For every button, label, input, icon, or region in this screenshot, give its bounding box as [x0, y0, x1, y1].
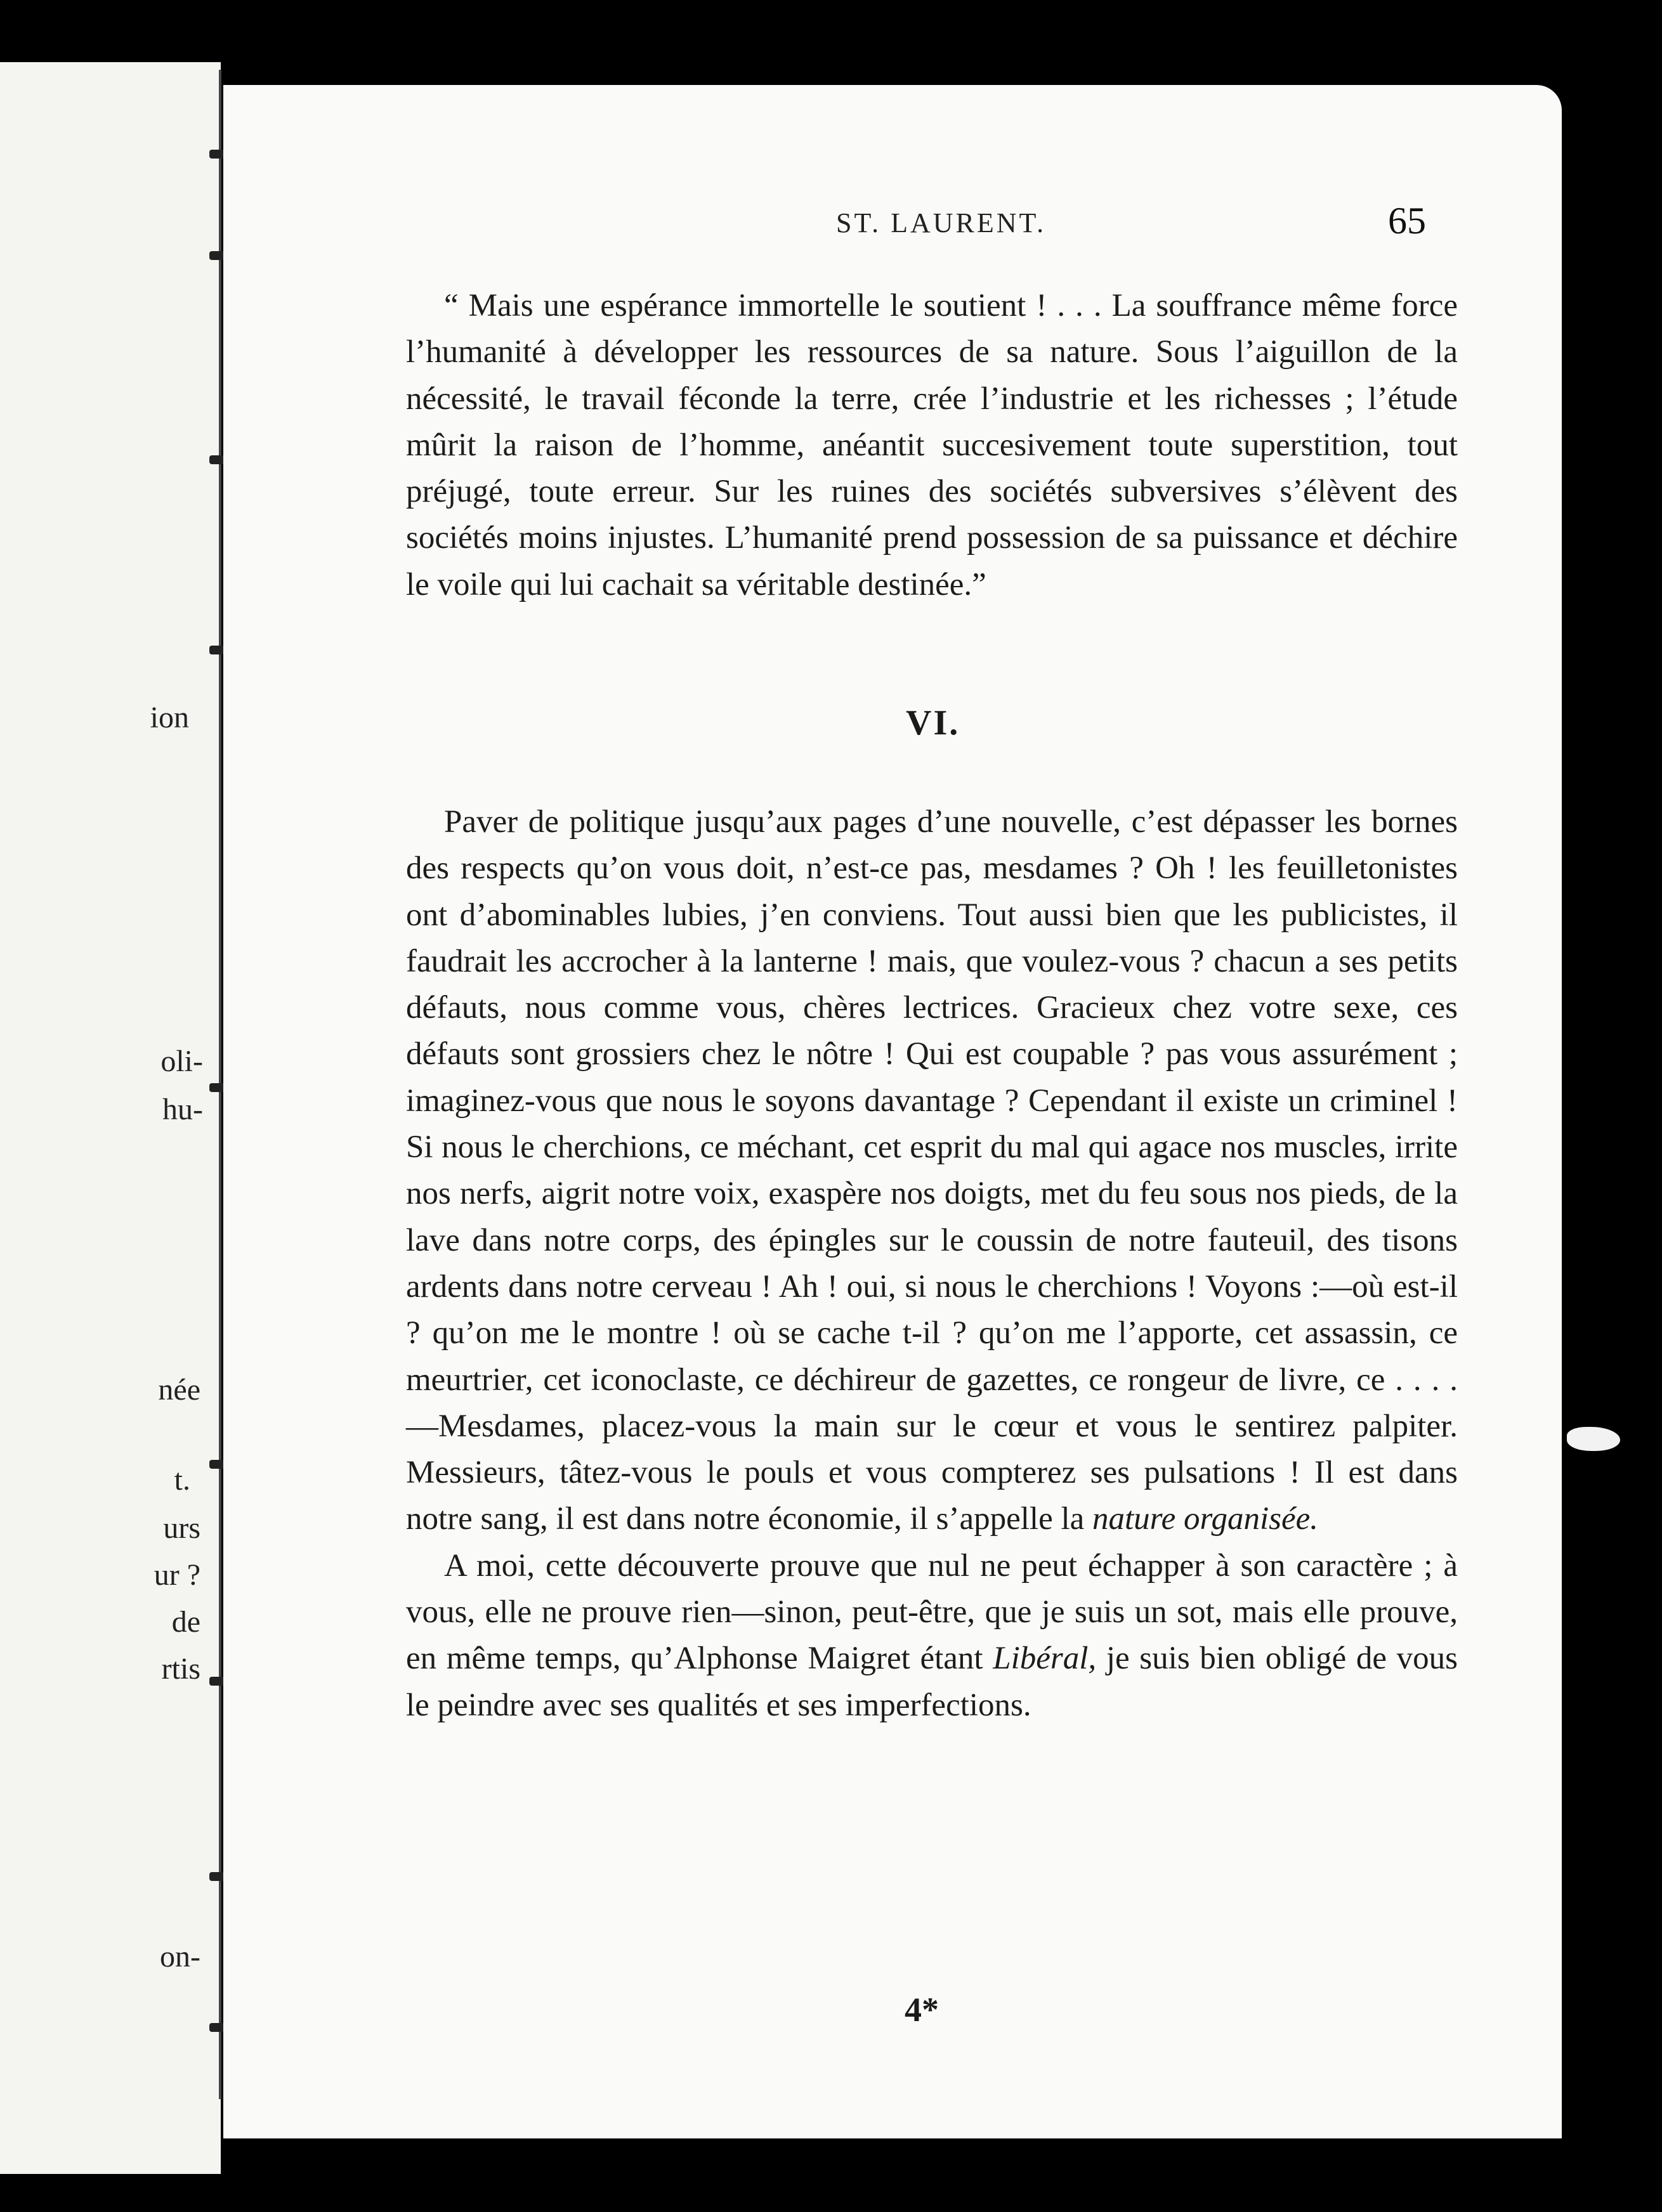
body-paragraph — [406, 1543, 1458, 1729]
left-fragment: hu- — [162, 1093, 203, 1126]
left-fragment: rtis — [161, 1652, 200, 1686]
left-fragment: on- — [160, 1940, 200, 1974]
paragraph-text: A moi, cette découverte prouve que nul ne peut échapper à son caractère ; à vous, elle ne prouve rien—sinon, peut-être, que je suis un sot, mais elle prouve, en même temps, qu’Alphonse Maigret étant — [406, 1547, 1458, 1677]
left-fragment: t. — [174, 1463, 190, 1497]
paragraph-text: Paver de politique jusqu’aux pages d’une nouvelle, c’est dépasser les bornes des respects qu’on vous doit, n’est-ce pas, mesdames ? Oh ! les feuilletonistes ont d’abominables lubies, j’en conviens. Tout aussi bien que les publicistes, il faudrait les accrocher à la lanterne ! mais, que voulez-vous ? chacun a ses petits défauts, nous comme vous, chères lectrices. Gracieux chez votre sexe, ces défauts sont grossiers chez le nôtre ! Qui est coupable ? pas vous assurément ; imaginez-vous que nous le soyons davantage ? Cependant il existe un criminel ! Si nous le cherchions, ce méchant, cet esprit du mal qui agace nos muscles, irrite nos nerfs, aigrit notre voix, exaspère nos doigts, met du feu sous nos pieds, de la lave dans notre corps, des épingles sur le coussin de notre fauteuil, des tisons ardents dans notre cerveau ! Ah ! oui, si nous le cherchions ! Voyons :—où est-il ? qu’on me le montre ! où se cache t-il ? qu’on me l’apporte, cet assassin, ce meurtrier, cet iconoclaste, ce déchireur de gazettes, ce rongeur de livre, ce . . . .—Mesdames, placez-vous la main sur le cœur et vous le sentirez palpiter. Messieurs, tâtez-vous le pouls et vous compterez ses pulsations ! Il est dans notre sang, il est dans notre économie, il s’appelle la — [406, 804, 1458, 1537]
italic-word: Libéral, — [993, 1641, 1097, 1677]
signature-mark: 4* — [905, 1991, 939, 2029]
paragraph-text: je suis bien obligé de vous le peindre avec ses qualités et ses imperfections. — [406, 1641, 1458, 1723]
running-head: ST. LAURENT. — [836, 207, 1047, 238]
left-page-edge — [0, 62, 221, 2174]
left-fragment: de — [171, 1605, 200, 1639]
quote-block — [406, 283, 1458, 608]
left-fragment: oli- — [160, 1044, 203, 1078]
quote-paragraph: “ Mais une espérance immortelle le soutient ! . . . La souffrance même force l’humanité à développer les ressources de sa nature. Sous l’aiguillon de la nécessité, le travail féconde la terre, crée l’industrie et les richesses ; l’étude mûrit la raison de l’homme, anéantit succesivement toute superstition, tout préjugé, toute erreur. Sur les ruines des sociétés subversives s’élèvent des sociétés moins injustes. L’humanité prend possession de sa puissance et déchire le voile qui lui cachait sa véritable destinée.” — [406, 288, 1458, 602]
page-number: 65 — [1388, 200, 1426, 242]
italic-phrase: nature organisée. — [1092, 1501, 1319, 1537]
left-fragment: ion — [150, 701, 189, 734]
body-paragraph — [406, 799, 1458, 1543]
left-fragment: urs — [163, 1511, 200, 1545]
section-heading: VI. — [906, 703, 960, 743]
left-fragment: ur ? — [154, 1558, 200, 1592]
paper-speck — [1567, 1427, 1620, 1451]
left-fragment: née — [158, 1373, 200, 1407]
body-text — [406, 799, 1458, 1729]
